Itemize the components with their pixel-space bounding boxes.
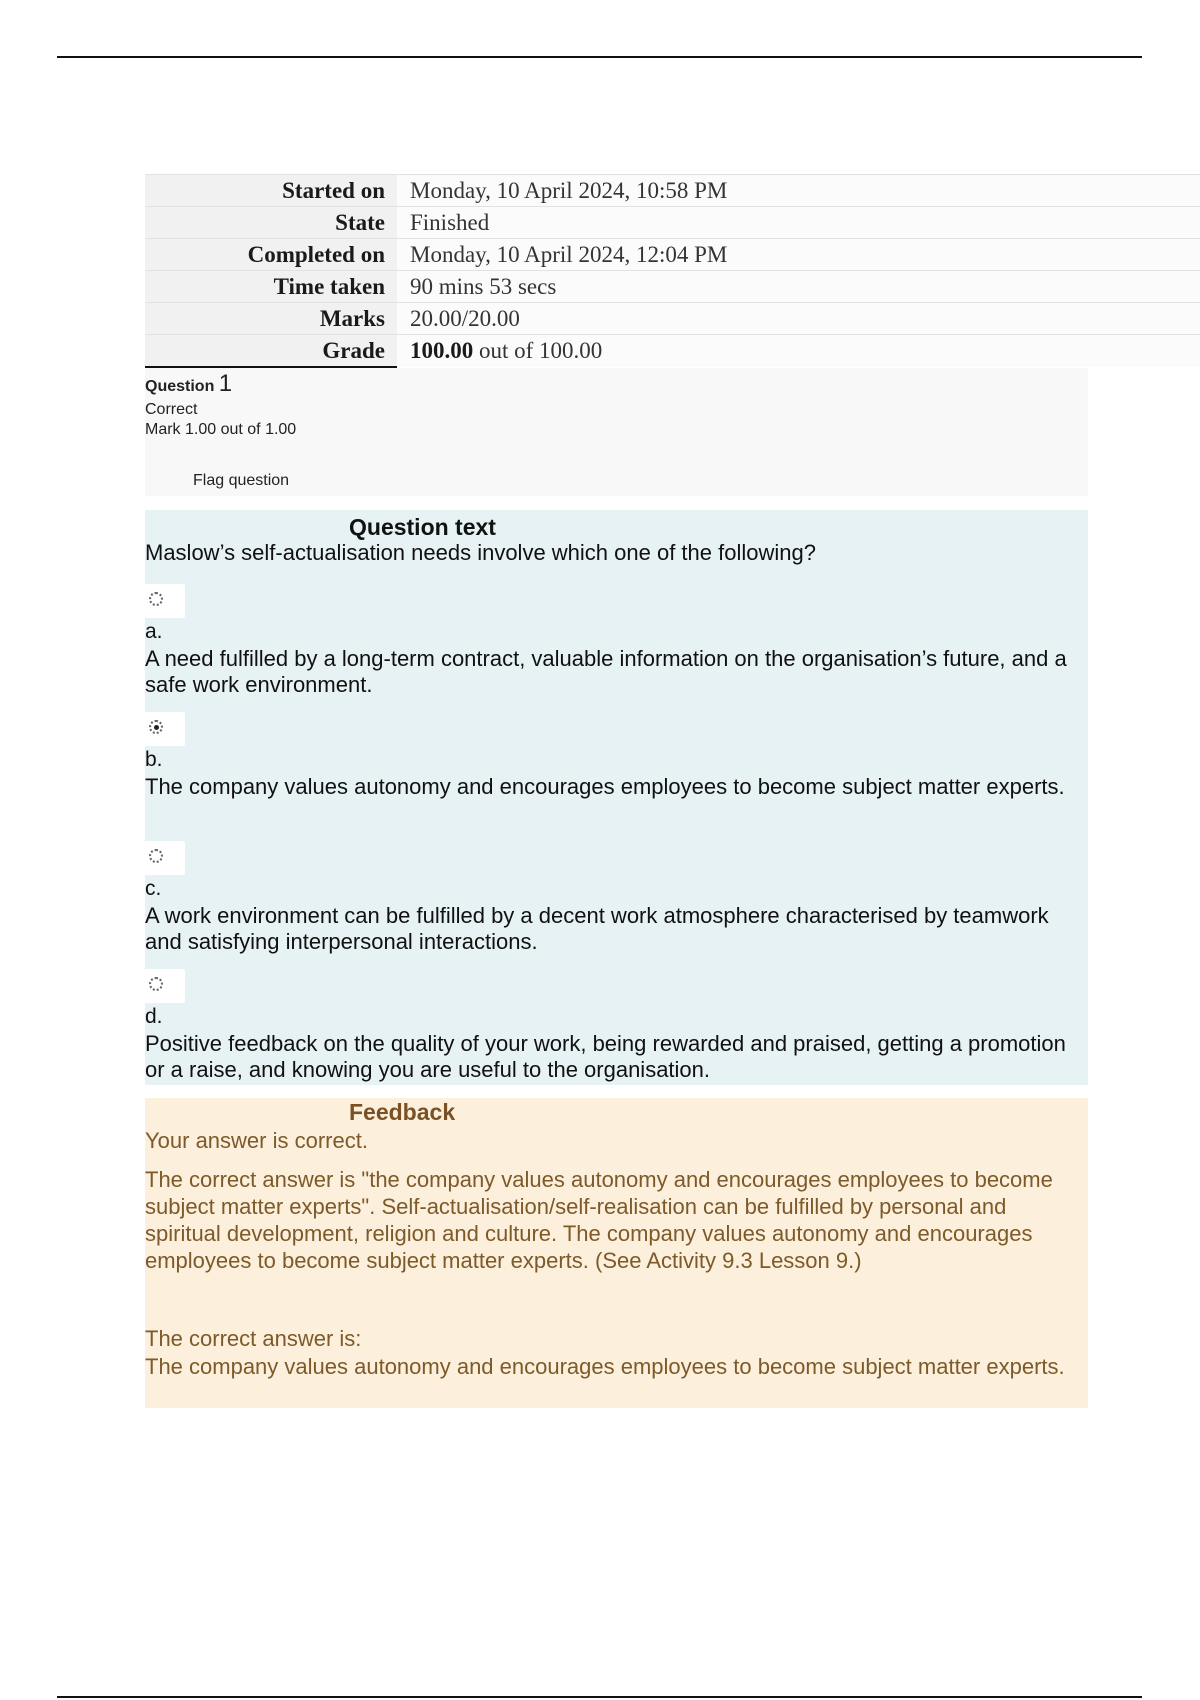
- page-top-rule: [57, 56, 1142, 58]
- summary-label: Grade: [145, 335, 397, 368]
- question-prompt: Maslow’s self-actualisation needs involve which one of the following?: [145, 540, 816, 565]
- summary-value: 90 mins 53 secs: [397, 271, 1200, 303]
- summary-label: State: [145, 207, 397, 239]
- summary-value: Monday, 10 April 2024, 12:04 PM: [397, 239, 1200, 271]
- radio-container[interactable]: [145, 712, 185, 746]
- summary-label: Marks: [145, 303, 397, 335]
- summary-value: Finished: [397, 207, 1200, 239]
- option-letter: a.: [145, 620, 163, 643]
- question-number-label: Question: [145, 378, 215, 395]
- summary-label: Started on: [145, 175, 397, 207]
- summary-row-marks: [145, 303, 1200, 335]
- summary-label: Time taken: [145, 271, 397, 303]
- correct-answer-text: The company values autonomy and encourages employees to become subject matter experts.: [145, 1354, 1065, 1379]
- radio-button-a[interactable]: [149, 592, 163, 606]
- radio-button-c[interactable]: [149, 849, 163, 863]
- question-text-heading: Question text: [349, 514, 496, 540]
- feedback-panel: [145, 1098, 1088, 1408]
- question-number-value: 1: [218, 370, 233, 397]
- summary-value: [397, 335, 1200, 368]
- summary-value: Monday, 10 April 2024, 10:58 PM: [397, 175, 1200, 207]
- radio-button-b-selected[interactable]: [149, 720, 163, 734]
- summary-row-started: [145, 175, 1200, 207]
- question-state: Correct: [145, 401, 198, 418]
- summary-row-state: [145, 207, 1200, 239]
- summary-value: 20.00/20.00: [397, 303, 1200, 335]
- question-mark: Mark 1.00 out of 1.00: [145, 421, 297, 438]
- correct-answer-label: The correct answer is:: [145, 1326, 362, 1351]
- question-info: [145, 368, 1088, 496]
- attempt-summary-table: [145, 174, 1200, 368]
- question-text-panel: [145, 510, 1088, 1085]
- option-letter: d.: [145, 1005, 163, 1028]
- option-text: Positive feedback on the quality of your work, being rewarded and praised, getting a promotion or a raise, and knowing you are useful to the organisation.: [145, 1031, 1066, 1082]
- option-text: A work environment can be fulfilled by a decent work atmosphere characterised by teamwork and satisfying interpersonal interactions.: [145, 903, 1049, 954]
- summary-row-time-taken: [145, 271, 1200, 303]
- option-text: The company values autonomy and encourages employees to become subject matter experts.: [145, 774, 1065, 799]
- feedback-explanation: The correct answer is "the company values autonomy and encourages employees to become subject matter experts". Self-actualisation/self-realisation can be fulfilled by personal and spiritual development, religion and culture. The company values autonomy and encourages employees to become subject matter experts. (See Activity 9.3 Lesson 9.): [145, 1167, 1053, 1273]
- feedback-result: Your answer is correct.: [145, 1128, 368, 1153]
- radio-container[interactable]: [145, 584, 185, 618]
- summary-row-completed: [145, 239, 1200, 271]
- summary-label: Completed on: [145, 239, 397, 271]
- flag-question-link[interactable]: Flag question: [193, 472, 290, 489]
- grade-score: 100.00: [410, 338, 474, 363]
- radio-button-d[interactable]: [149, 977, 163, 991]
- feedback-heading: Feedback: [349, 1099, 456, 1125]
- option-text: A need fulfilled by a long-term contract, valuable information on the organisation’s future, and a safe work environment.: [145, 646, 1067, 697]
- grade-out-of: out of 100.00: [473, 338, 603, 363]
- page-bottom-rule: [57, 1696, 1142, 1698]
- option-letter: c.: [145, 877, 162, 900]
- radio-container[interactable]: [145, 841, 185, 875]
- summary-row-grade: [145, 335, 1200, 368]
- question-number: [145, 370, 232, 398]
- option-letter: b.: [145, 748, 163, 771]
- radio-container[interactable]: [145, 969, 185, 1003]
